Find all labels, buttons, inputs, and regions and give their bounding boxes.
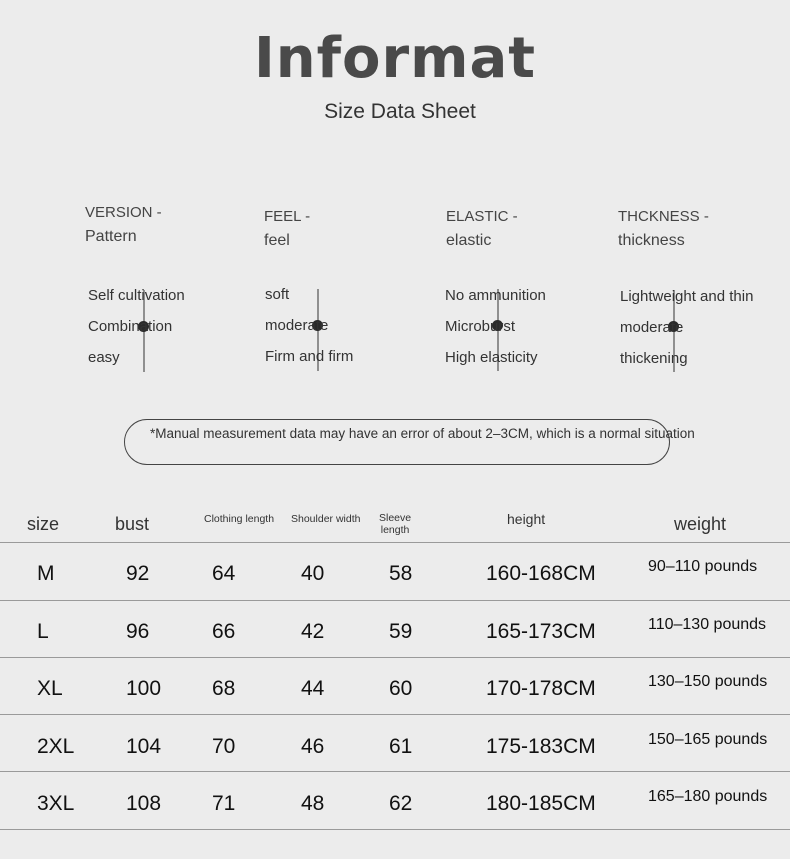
cell-shoulder: 48: [301, 792, 325, 815]
cell-bust: 92: [126, 562, 150, 585]
attr-version-label: VERSION -: [85, 204, 162, 221]
attr-thickness-option: Lightweight and thin: [620, 288, 754, 305]
table-divider: [0, 829, 790, 830]
cell-bust: 96: [126, 620, 150, 643]
attr-thickness-header: [618, 205, 709, 253]
attr-elastic-option: High elasticity: [445, 349, 538, 366]
cell-size: L: [37, 620, 49, 643]
attr-version-option: Self cultivation: [88, 287, 185, 304]
attr-feel-label-en: feel: [264, 232, 290, 249]
attr-version-option: easy: [88, 349, 120, 366]
cell-length: 68: [212, 677, 236, 700]
cell-weight: 110–130 pounds: [648, 616, 767, 633]
attr-version-option: Combination: [88, 318, 173, 335]
attr-elastic-options: [445, 280, 546, 373]
attr-thickness-label: THCKNESS -: [618, 208, 709, 225]
attr-thickness-option: thickening: [620, 350, 688, 367]
attr-thickness-options: [620, 281, 753, 374]
cell-size: M: [37, 562, 55, 585]
cell-shoulder: 44: [301, 677, 325, 700]
attr-feel-option: soft: [265, 286, 290, 303]
cell-length: 64: [212, 562, 236, 585]
cell-bust: 104: [126, 735, 162, 758]
attr-feel-option: moderate: [265, 317, 329, 334]
cell-bust: 108: [126, 792, 162, 815]
cell-size: XL: [37, 677, 63, 700]
header-sleeve-length-line1: Sleeve: [379, 512, 412, 524]
attr-thickness-label-en: thickness: [618, 232, 685, 249]
table-divider: [0, 714, 790, 715]
cell-weight: 130–150 pounds: [648, 673, 768, 690]
cell-height: 175-183CM: [486, 735, 596, 758]
table-row: [0, 543, 790, 600]
cell-bust: 100: [126, 677, 162, 700]
table-row: [0, 773, 790, 830]
cell-shoulder: 42: [301, 620, 325, 643]
cell-length: 70: [212, 735, 236, 758]
header-sleeve-length: [379, 512, 411, 536]
table-row: [0, 716, 790, 773]
cell-length: 66: [212, 620, 236, 643]
cell-weight: 90–110 pounds: [648, 558, 758, 575]
cell-weight: 165–180 pounds: [648, 788, 768, 805]
attr-elastic-option: No ammunition: [445, 287, 546, 304]
attr-elastic-label: ELASTIC -: [446, 208, 518, 225]
header-size: size: [27, 514, 60, 534]
header-height: height: [507, 511, 546, 527]
cell-height: 180-185CM: [486, 792, 596, 815]
cell-length: 71: [212, 792, 236, 815]
attr-thickness-option: moderate: [620, 319, 684, 336]
header-bust: bust: [115, 514, 150, 534]
attr-elastic-option: Microburst: [445, 318, 516, 335]
cell-sleeve: 60: [389, 677, 413, 700]
attr-version-header: [85, 201, 162, 249]
table-divider: [0, 771, 790, 772]
attr-version-label-en: Pattern: [85, 228, 137, 245]
attr-feel-header: [264, 205, 310, 253]
cell-weight: 150–165 pounds: [648, 731, 768, 748]
cell-size: 2XL: [37, 735, 75, 758]
cell-sleeve: 61: [389, 735, 413, 758]
attr-version-options: [88, 280, 185, 373]
cell-sleeve: 62: [389, 792, 413, 815]
cell-height: 165-173CM: [486, 620, 596, 643]
attr-elastic-label-en: elastic: [446, 232, 492, 249]
cell-size: 3XL: [37, 792, 75, 815]
attr-feel-label: FEEL -: [264, 208, 311, 225]
cell-height: 170-178CM: [486, 677, 596, 700]
page-subtitle: Size Data Sheet: [324, 100, 476, 123]
header-weight: weight: [674, 514, 727, 534]
header-shoulder-width: Shoulder width: [291, 513, 361, 525]
cell-shoulder: 40: [301, 562, 325, 585]
page-title: Informat: [253, 26, 537, 91]
attr-feel-option: Firm and firm: [265, 348, 354, 365]
attr-feel-options: [265, 279, 353, 372]
table-row: [0, 601, 790, 658]
header-clothing-length: Clothing length: [204, 513, 275, 525]
attr-elastic-header: [446, 205, 518, 253]
cell-sleeve: 58: [389, 562, 413, 585]
header-sleeve-length-line2: length: [380, 524, 410, 536]
cell-sleeve: 59: [389, 620, 413, 643]
note-text: *Manual measurement data may have an error of about 2–3CM, which is a normal situation: [150, 426, 695, 441]
cell-height: 160-168CM: [486, 562, 596, 585]
table-row: [0, 658, 790, 715]
cell-shoulder: 46: [301, 735, 325, 758]
